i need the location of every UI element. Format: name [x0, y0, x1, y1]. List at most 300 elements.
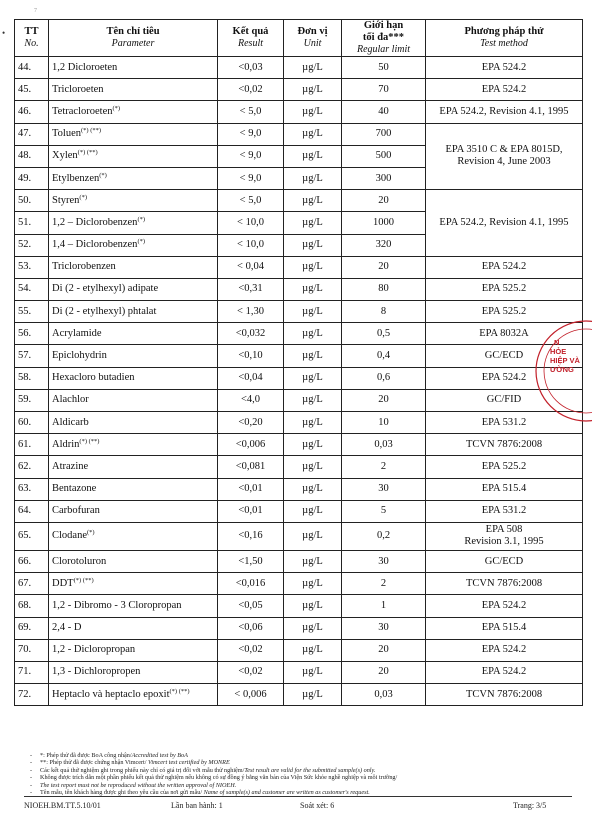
parameter-label: 1,3 - Dichloropropen — [52, 666, 141, 678]
result-value: <0,10 — [218, 345, 284, 367]
table-row — [15, 456, 583, 478]
footer-review: Soát xét: 6 — [300, 801, 335, 810]
parameter-name — [49, 323, 218, 345]
regular-limit-value: 20 — [342, 190, 426, 212]
regular-limit-value: 1 — [342, 595, 426, 617]
unit-value: µg/L — [284, 323, 342, 345]
parameter-note-marker: (*) — [112, 104, 121, 112]
regular-limit-value: 40 — [342, 101, 426, 123]
unit-value: µg/L — [284, 478, 342, 500]
parameter-label: 1,2 - Dicloropropan — [52, 644, 136, 656]
results-page — [14, 19, 582, 706]
result-value: <0,20 — [218, 412, 284, 434]
parameter-name — [49, 434, 218, 456]
stamp-line: HỎE — [550, 347, 567, 356]
result-value: <0,06 — [218, 617, 284, 639]
row-number: 47. — [15, 123, 49, 145]
test-method-line: EPA 524.2 — [481, 261, 527, 273]
result-value: < 9,0 — [218, 167, 284, 189]
table-row — [15, 684, 583, 706]
row-number: 44. — [15, 57, 49, 79]
unit-value: µg/L — [284, 167, 342, 189]
parameter-name — [49, 550, 218, 572]
header-result-en: Result — [238, 38, 263, 49]
parameter-label: Aldrin — [52, 438, 80, 450]
table-row — [15, 573, 583, 595]
table-row — [15, 301, 583, 323]
parameter-label: Styren — [52, 194, 80, 206]
header-param-en: Parameter — [111, 38, 155, 49]
parameter-name — [49, 345, 218, 367]
header-method-vi: Phương pháp thử — [464, 26, 544, 37]
footnote-en: Name of sample(s) and customer are written as customer's request. — [203, 789, 370, 797]
parameter-label: Hexacloro butadien — [52, 372, 135, 384]
parameter-name — [49, 478, 218, 500]
test-method — [426, 573, 583, 595]
test-method-line: EPA 515.4 — [481, 622, 527, 634]
test-method — [426, 522, 583, 550]
parameter-name — [49, 573, 218, 595]
parameter-name — [49, 684, 218, 706]
result-value: < 1,30 — [218, 301, 284, 323]
table-row — [15, 478, 583, 500]
unit-value: µg/L — [284, 500, 342, 522]
unit-value: µg/L — [284, 212, 342, 234]
parameter-note-marker: (*) (**) — [73, 576, 94, 584]
unit-value: µg/L — [284, 79, 342, 101]
unit-value: µg/L — [284, 278, 342, 300]
parameter-name — [49, 617, 218, 639]
header-param-vi: Tên chỉ tiêu — [106, 26, 160, 37]
footer-form-code: NIOEH.BM.TT.5.10/01 — [24, 801, 101, 810]
parameter-note-marker: (*) (**) — [77, 149, 98, 157]
parameter-label: Bentazone — [52, 483, 97, 495]
header-limit — [342, 20, 426, 57]
parameter-label: Clorotoluron — [52, 555, 107, 567]
parameter-name — [49, 661, 218, 683]
table-row — [15, 256, 583, 278]
row-number: 50. — [15, 190, 49, 212]
parameter-label: Aldicarb — [52, 416, 89, 428]
unit-value: µg/L — [284, 522, 342, 550]
footnote-en: Vimcert test certified by MONRE — [148, 759, 230, 767]
table-row — [15, 661, 583, 683]
unit-value: µg/L — [284, 345, 342, 367]
result-value: <4,0 — [218, 389, 284, 411]
regular-limit-value: 50 — [342, 57, 426, 79]
footnote-bullet: - — [30, 774, 33, 782]
test-method-line: EPA 524.2, Revision 4.1, 1995 — [439, 105, 569, 117]
table-row — [15, 345, 583, 367]
parameter-label: Epiclohydrin — [52, 350, 107, 362]
stamp-lettering — [550, 338, 580, 374]
row-number: 68. — [15, 595, 49, 617]
result-value: <0,31 — [218, 278, 284, 300]
footnote-vi: **: Phép thử đã được chứng nhận Vimcert/ — [40, 759, 149, 767]
regular-limit-value: 0,6 — [342, 367, 426, 389]
unit-value: µg/L — [284, 389, 342, 411]
stamp-line: HIỆP VÀ — [550, 356, 580, 365]
footnote-bullet: - — [30, 752, 33, 759]
row-number: 58. — [15, 367, 49, 389]
footnote-en: Accredited test by BoA — [131, 752, 188, 759]
row-number: 62. — [15, 456, 49, 478]
result-value: <0,03 — [218, 57, 284, 79]
result-value: <0,016 — [218, 573, 284, 595]
regular-limit-value: 8 — [342, 301, 426, 323]
footnote-vi: Không được trích dẫn một phần phiếu kết quả thử nghiệm nếu không có sự đồng ý bằng văn bản của Viện Sức khỏe nghề nghiệp và môi trường/ — [40, 774, 398, 782]
result-value: < 0,006 — [218, 684, 284, 706]
test-method-line: EPA 524.2 — [481, 372, 527, 384]
test-method — [426, 661, 583, 683]
regular-limit-value: 300 — [342, 167, 426, 189]
header-tt-en: No. — [24, 38, 39, 49]
unit-value: µg/L — [284, 456, 342, 478]
footnote-line — [30, 752, 578, 759]
table-row — [15, 412, 583, 434]
unit-value: µg/L — [284, 123, 342, 145]
parameter-label: 1,2 Dicloroeten — [52, 61, 118, 73]
table-row — [15, 522, 583, 550]
parameter-name — [49, 639, 218, 661]
parameter-name — [49, 234, 218, 256]
result-value: <0,081 — [218, 456, 284, 478]
row-number: 61. — [15, 434, 49, 456]
footnote-line — [30, 767, 578, 774]
row-number: 49. — [15, 167, 49, 189]
header-unit — [284, 20, 342, 57]
regular-limit-value: 80 — [342, 278, 426, 300]
header-limit-l1: Giới hạn — [363, 20, 404, 31]
test-method — [426, 639, 583, 661]
test-method-line: EPA 525.2 — [481, 460, 527, 472]
regular-limit-value: 500 — [342, 145, 426, 167]
unit-value: µg/L — [284, 367, 342, 389]
footer-page-number: Trang: 3/5 — [513, 801, 547, 810]
parameter-name — [49, 123, 218, 145]
regular-limit-value: 20 — [342, 256, 426, 278]
footnote-vi: *: Phép thử đã được BoA công nhận/ — [40, 752, 132, 759]
table-row — [15, 278, 583, 300]
footnote-en: The test report must not be reproduced without the written approval of NIOEH. — [40, 781, 237, 789]
row-number: 45. — [15, 79, 49, 101]
regular-limit-value: 0,03 — [342, 434, 426, 456]
table-row — [15, 550, 583, 572]
test-method-line: EPA 525.2 — [481, 305, 527, 317]
unit-value: µg/L — [284, 301, 342, 323]
table-row — [15, 323, 583, 345]
regular-limit-value: 320 — [342, 234, 426, 256]
parameter-label: 1,2 – Diclorobenzen — [52, 216, 138, 228]
parameter-name — [49, 456, 218, 478]
footnote-line — [30, 782, 578, 789]
result-value: < 5,0 — [218, 101, 284, 123]
footnote-bullet: - — [30, 766, 33, 774]
row-number: 48. — [15, 145, 49, 167]
test-method-line: EPA 515.4 — [481, 483, 527, 495]
result-value: <0,02 — [218, 79, 284, 101]
parameter-label: Xylen — [52, 150, 78, 162]
parameter-label: Clodane — [52, 530, 87, 542]
row-number: 55. — [15, 301, 49, 323]
parameter-label: Triclorobenzen — [52, 261, 116, 273]
table-body — [15, 57, 583, 706]
test-method — [426, 550, 583, 572]
parameter-name — [49, 522, 218, 550]
unit-value: µg/L — [284, 57, 342, 79]
table-row — [15, 101, 583, 123]
tiny-page-mark: 7 — [34, 8, 37, 14]
row-number: 66. — [15, 550, 49, 572]
parameter-name — [49, 167, 218, 189]
row-number: 59. — [15, 389, 49, 411]
header-method — [426, 20, 583, 57]
result-value: <1,50 — [218, 550, 284, 572]
row-number: 71. — [15, 661, 49, 683]
row-number: 51. — [15, 212, 49, 234]
parameter-note-marker: (*) — [79, 193, 88, 201]
row-number: 46. — [15, 101, 49, 123]
unit-value: µg/L — [284, 412, 342, 434]
test-method-line: EPA 524.2 — [481, 666, 527, 678]
test-method-line: EPA 524.2 — [481, 599, 527, 611]
regular-limit-value: 0,5 — [342, 323, 426, 345]
regular-limit-value: 5 — [342, 500, 426, 522]
test-method-line: EPA 531.2 — [481, 416, 527, 428]
row-number: 64. — [15, 500, 49, 522]
header-limit-en: Regular limit — [356, 44, 411, 55]
regular-limit-value: 30 — [342, 478, 426, 500]
unit-value: µg/L — [284, 550, 342, 572]
table-header-row — [15, 20, 583, 57]
result-value: <0,04 — [218, 367, 284, 389]
unit-value: µg/L — [284, 234, 342, 256]
parameter-label: Carbofuran — [52, 505, 100, 517]
test-method-line: EPA 524.2 — [481, 644, 527, 656]
row-number: 54. — [15, 278, 49, 300]
test-method-line: TCVN 7876:2008 — [465, 438, 543, 450]
parameter-name — [49, 57, 218, 79]
unit-value: µg/L — [284, 573, 342, 595]
test-method — [426, 684, 583, 706]
test-method-line: GC/FID — [486, 394, 522, 406]
regular-limit-value: 30 — [342, 617, 426, 639]
test-method — [426, 434, 583, 456]
row-number: 69. — [15, 617, 49, 639]
footnote-vi: Tên mẫu, tên khách hàng được ghi theo yêu cầu của nơi gửi mẫu/ — [40, 789, 204, 797]
parameter-name — [49, 301, 218, 323]
parameter-label: 2,4 - D — [52, 622, 82, 634]
header-unit-vi: Đơn vị — [297, 26, 328, 37]
header-limit-l2: tối đa*** — [362, 32, 405, 43]
header-unit-en: Unit — [303, 38, 322, 49]
parameter-name — [49, 595, 218, 617]
unit-value: µg/L — [284, 684, 342, 706]
footnotes — [30, 752, 578, 796]
parameter-label: Atrazine — [52, 460, 89, 472]
header-tt — [15, 20, 49, 57]
table-row — [15, 595, 583, 617]
table-row — [15, 389, 583, 411]
parameter-note-marker: (*) — [99, 171, 107, 179]
parameter-note-marker: (*) (**) — [81, 127, 102, 135]
result-value: <0,006 — [218, 434, 284, 456]
result-value: <0,05 — [218, 595, 284, 617]
result-value: < 0,04 — [218, 256, 284, 278]
row-number: 70. — [15, 639, 49, 661]
unit-value: µg/L — [284, 639, 342, 661]
official-stamp — [526, 318, 592, 424]
result-value: <0,02 — [218, 639, 284, 661]
regular-limit-value: 20 — [342, 389, 426, 411]
regular-limit-value: 10 — [342, 412, 426, 434]
parameter-label: 1,2 - Dibromo - 3 Cloropropan — [52, 599, 182, 611]
footnote-bullet: - — [30, 759, 33, 767]
results-table — [14, 19, 583, 706]
row-number: 67. — [15, 573, 49, 595]
header-result-vi: Kết quả — [232, 26, 269, 37]
test-method — [426, 617, 583, 639]
parameter-name — [49, 101, 218, 123]
test-method-line: TCVN 7876:2008 — [465, 577, 543, 589]
unit-value: µg/L — [284, 434, 342, 456]
row-number: 56. — [15, 323, 49, 345]
header-param — [49, 20, 218, 57]
test-method — [426, 595, 583, 617]
parameter-name — [49, 79, 218, 101]
parameter-name — [49, 367, 218, 389]
regular-limit-value: 1000 — [342, 212, 426, 234]
parameter-label: Etylbenzen — [52, 172, 100, 184]
parameter-name — [49, 190, 218, 212]
footnote-line — [30, 774, 578, 781]
test-method — [426, 57, 583, 79]
table-row — [15, 367, 583, 389]
table-row — [15, 123, 583, 145]
regular-limit-value: 2 — [342, 456, 426, 478]
row-number: 72. — [15, 684, 49, 706]
test-method-line: Revision 3.1, 1995 — [464, 536, 544, 548]
test-method — [426, 456, 583, 478]
regular-limit-value: 70 — [342, 79, 426, 101]
regular-limit-value: 20 — [342, 639, 426, 661]
parameter-name — [49, 500, 218, 522]
test-method — [426, 256, 583, 278]
header-method-en: Test method — [480, 38, 528, 49]
regular-limit-value: 0,03 — [342, 684, 426, 706]
result-value: <0,01 — [218, 478, 284, 500]
unit-value: µg/L — [284, 617, 342, 639]
footnote-line — [30, 759, 578, 766]
result-value: < 9,0 — [218, 123, 284, 145]
result-value: < 5,0 — [218, 190, 284, 212]
parameter-label: Tricloroeten — [52, 83, 104, 95]
parameter-name — [49, 389, 218, 411]
result-value: <0,02 — [218, 661, 284, 683]
table-row — [15, 434, 583, 456]
test-method — [426, 101, 583, 123]
result-value: <0,16 — [218, 522, 284, 550]
row-number: 65. — [15, 522, 49, 550]
regular-limit-value: 0,2 — [342, 522, 426, 550]
parameter-label: Di (2 - etylhexyl) adipate — [52, 283, 159, 295]
test-method-line: EPA 531.2 — [481, 505, 527, 517]
result-value: < 9,0 — [218, 145, 284, 167]
unit-value: µg/L — [284, 256, 342, 278]
stamp-line: ƯỜNG — [550, 365, 574, 374]
unit-value: µg/L — [284, 101, 342, 123]
footnote-vi: Các kết quả thử nghiệm ghi trong phiếu này chỉ có giá trị đối với mẫu thử nghiệm/ — [40, 766, 245, 774]
corner-dot-mark: • — [2, 28, 6, 38]
parameter-label: DDT — [52, 577, 74, 589]
parameter-label: Alachlor — [52, 394, 89, 406]
test-method — [426, 478, 583, 500]
header-result — [218, 20, 284, 57]
test-method-line: EPA 524.2 — [481, 83, 527, 95]
parameter-name — [49, 212, 218, 234]
parameter-label: 1,4 – Diclorobenzen — [52, 239, 138, 251]
parameter-label: Heptaclo và heptaclo epoxit — [52, 688, 170, 700]
table-row — [15, 617, 583, 639]
test-method-line: EPA 508 — [485, 524, 523, 536]
parameter-name — [49, 278, 218, 300]
footnote-bullet: - — [30, 781, 33, 789]
parameter-name — [49, 145, 218, 167]
unit-value: µg/L — [284, 595, 342, 617]
test-method-line: EPA 8032A — [479, 327, 529, 339]
test-method-line: EPA 525.2 — [481, 283, 527, 295]
result-value: < 10,0 — [218, 234, 284, 256]
table-row — [15, 57, 583, 79]
result-value: < 10,0 — [218, 212, 284, 234]
stamp-line: N — [554, 338, 560, 347]
parameter-name — [49, 256, 218, 278]
parameter-note-marker: (*) — [87, 529, 95, 537]
parameter-label: Toluen — [52, 128, 82, 140]
test-method-merged: EPA 3510 C & EPA 8015D, Revision 4, June 2003 — [426, 123, 583, 190]
unit-value: µg/L — [284, 145, 342, 167]
row-number: 52. — [15, 234, 49, 256]
test-method-line: TCVN 7876:2008 — [465, 688, 543, 700]
row-number: 60. — [15, 412, 49, 434]
regular-limit-value: 30 — [342, 550, 426, 572]
row-number: 57. — [15, 345, 49, 367]
parameter-note-marker: (*) — [137, 215, 146, 223]
parameter-note-marker: (*) (**) — [169, 687, 190, 695]
unit-value: µg/L — [284, 661, 342, 683]
footnote-bullet: - — [30, 789, 33, 797]
regular-limit-value: 20 — [342, 661, 426, 683]
test-method-line: GC/ECD — [484, 350, 524, 362]
test-method-merged: EPA 524.2, Revision 4.1, 1995 — [426, 190, 583, 257]
row-number: 63. — [15, 478, 49, 500]
table-row — [15, 639, 583, 661]
test-method — [426, 278, 583, 300]
parameter-note-marker: (*) — [137, 238, 146, 246]
parameter-label: Di (2 - etylhexyl) phtalat — [52, 305, 157, 317]
test-method — [426, 79, 583, 101]
header-tt-vi: TT — [24, 26, 39, 37]
parameter-name — [49, 412, 218, 434]
test-method-line: EPA 524.2 — [481, 61, 527, 73]
row-number: 53. — [15, 256, 49, 278]
regular-limit-value: 2 — [342, 573, 426, 595]
unit-value: µg/L — [284, 190, 342, 212]
table-row — [15, 190, 583, 212]
footer-edition: Lần ban hành: 1 — [171, 801, 223, 810]
result-value: <0,032 — [218, 323, 284, 345]
parameter-label: Acrylamide — [52, 327, 102, 339]
